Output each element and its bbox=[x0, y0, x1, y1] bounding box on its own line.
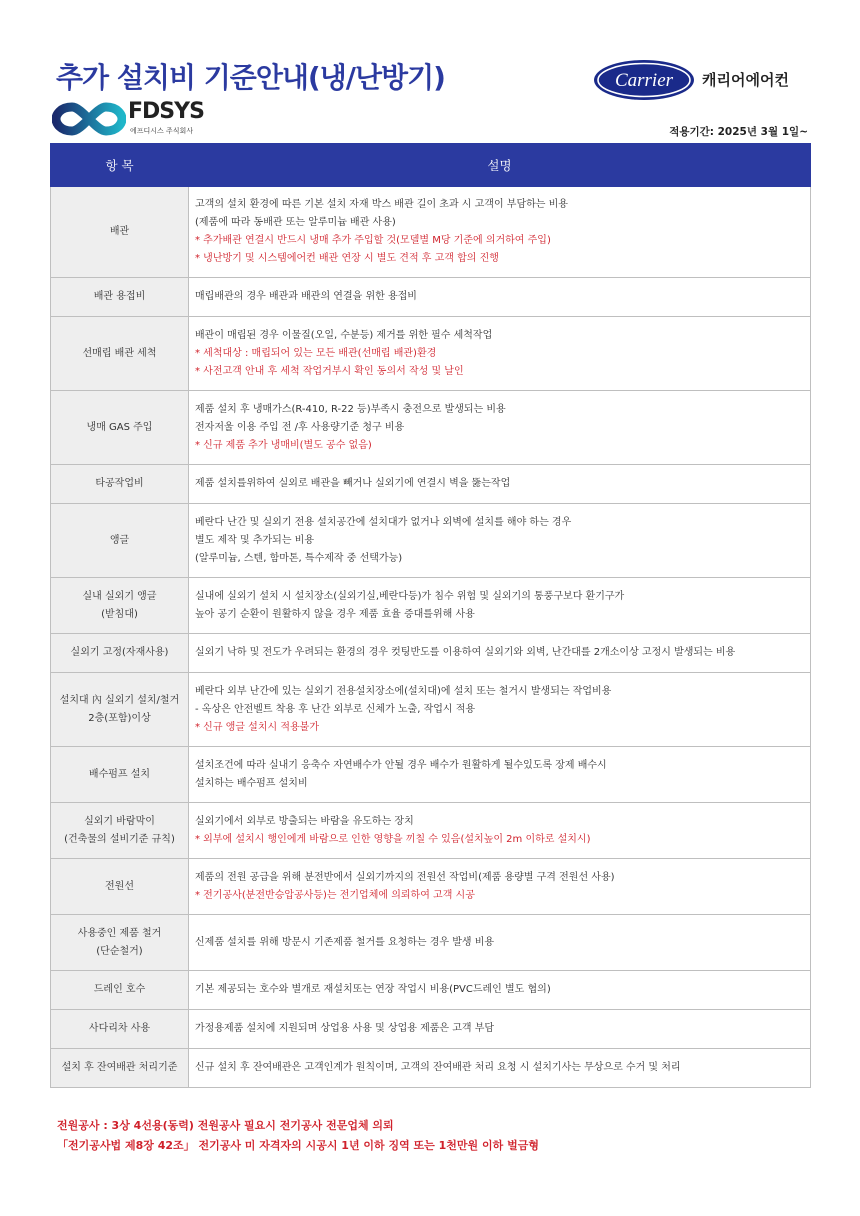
row-desc-cell bbox=[189, 278, 811, 317]
row-desc-cell bbox=[189, 391, 811, 465]
row-desc-cell bbox=[189, 1049, 811, 1088]
item-label: (단순철거) bbox=[96, 945, 143, 957]
item-label: 2층(포함)이상 bbox=[88, 712, 151, 724]
item-label: 전원선 bbox=[105, 880, 134, 892]
table-row bbox=[51, 465, 811, 504]
row-desc-cell bbox=[189, 578, 811, 634]
row-item-cell bbox=[51, 971, 189, 1010]
table-row bbox=[51, 859, 811, 915]
desc-line: 기본 제공되는 호수와 별개로 재설치또는 연장 작업시 비용(PVC드레인 별도 협의) bbox=[195, 984, 551, 995]
row-desc-cell bbox=[189, 971, 811, 1010]
desc-warning-line: * 신규 제품 추가 냉매비(별도 공수 없음) bbox=[195, 439, 372, 451]
item-label: 설치대 內 실외기 설치/철거 bbox=[59, 694, 180, 706]
table-body bbox=[51, 187, 811, 1088]
row-item-cell bbox=[51, 317, 189, 391]
row-desc-cell bbox=[189, 673, 811, 747]
desc-line: 제품의 전원 공급을 위해 분전반에서 실외기까지의 전원선 작업비(제품 용량별 구격 전원선 사용) bbox=[195, 871, 615, 883]
desc-line: 베란다 외부 난간에 있는 실외기 전용설치장소에(설치대)에 설치 또는 철거시 발생되는 작업비용 bbox=[195, 685, 612, 697]
row-desc-cell bbox=[189, 747, 811, 803]
row-item-cell bbox=[51, 578, 189, 634]
table-row bbox=[51, 1049, 811, 1088]
table-row bbox=[51, 1010, 811, 1049]
item-label: 실내 실외기 앵글 bbox=[82, 590, 157, 602]
row-item-cell bbox=[51, 634, 189, 673]
row-desc-cell bbox=[189, 187, 811, 278]
row-desc-cell bbox=[189, 465, 811, 504]
table-row bbox=[51, 634, 811, 673]
desc-line: 고객의 설치 환경에 따른 기본 설치 자재 박스 배관 길이 초과 시 고객이 부담하는 비용 bbox=[195, 199, 568, 210]
desc-line: 높아 공기 순환이 원활하지 않을 경우 제품 효율 증대를위해 사용 bbox=[195, 608, 475, 620]
desc-warning-line: * 추가배관 연결시 반드시 냉매 추가 주입할 것(모델별 M당 기준에 의거하여 주입) bbox=[195, 235, 551, 246]
infinity-logo-icon bbox=[52, 99, 126, 139]
row-item-cell bbox=[51, 747, 189, 803]
item-label: 드레인 호수 bbox=[93, 984, 146, 995]
row-desc-cell bbox=[189, 859, 811, 915]
desc-warning-line: * 사전고객 안내 후 세척 작업거부시 확인 동의서 작성 및 날인 bbox=[195, 365, 464, 377]
desc-line: 베란다 난간 및 실외기 전용 설치공간에 설치대가 없거나 외벽에 설치를 해야 하는 경우 bbox=[195, 516, 572, 528]
desc-warning-line: * 신규 앵글 설치시 적용불가 bbox=[195, 721, 319, 733]
item-label: 배관 bbox=[109, 226, 130, 237]
row-item-cell bbox=[51, 391, 189, 465]
table-row bbox=[51, 317, 811, 391]
desc-line: (제품에 따라 동배관 또는 알루미늄 배관 사용) bbox=[195, 217, 396, 228]
row-desc-cell bbox=[189, 634, 811, 673]
item-label: 사용중인 제품 철거 bbox=[77, 927, 162, 939]
table-row bbox=[51, 747, 811, 803]
desc-line: 실외기 낙하 및 전도가 우려되는 환경의 경우 컷팅반도를 이용하여 실외기와 외벽, 난간대를 2개소이상 고정시 발생되는 비용 bbox=[195, 647, 736, 658]
item-label: 타공작업비 bbox=[95, 478, 144, 489]
period-label: 적용기간: 2025년 3월 1일~ bbox=[669, 126, 808, 138]
item-label: 설치 후 잔여배관 처리기준 bbox=[61, 1062, 178, 1073]
item-label: 배수펌프 설치 bbox=[88, 768, 151, 780]
desc-warning-line: * 세척대상 : 매립되어 있는 모든 배관(선매립 배관)환경 bbox=[195, 347, 437, 359]
desc-warning-line: * 전기공사(분전반승압공사등)는 전기업체에 의뢰하여 고객 시공 bbox=[195, 889, 475, 901]
table-row bbox=[51, 915, 811, 971]
footer-line-2: 「전기공사법 제8장 42조」 전기공사 미 자격자의 시공시 1년 이하 징역 또는 1천만원 이하 벌금형 bbox=[57, 1139, 539, 1152]
table-row bbox=[51, 278, 811, 317]
desc-line: 제품 설치 후 냉매가스(R-410, R-22 등)부족시 충전으로 발생되는 비용 bbox=[195, 403, 506, 415]
item-label: 사다리차 사용 bbox=[88, 1023, 151, 1034]
desc-line: 배관이 매립된 경우 이물질(오일, 수분등) 제거를 위한 필수 세척작업 bbox=[195, 329, 493, 341]
row-item-cell bbox=[51, 673, 189, 747]
fdsys-logo-text: FDSYS bbox=[128, 99, 204, 124]
row-item-cell bbox=[51, 504, 189, 578]
row-item-cell bbox=[51, 1010, 189, 1049]
desc-line: 매립배관의 경우 배관과 배관의 연결을 위한 용접비 bbox=[195, 291, 417, 302]
row-item-cell bbox=[51, 465, 189, 504]
row-item-cell bbox=[51, 915, 189, 971]
row-desc-cell bbox=[189, 803, 811, 859]
row-item-cell bbox=[51, 1049, 189, 1088]
footer-line-1: 전원공사 : 3상 4선용(동력) 전원공사 필요시 전기공사 전문업체 의뢰 bbox=[57, 1119, 394, 1132]
row-item-cell bbox=[51, 859, 189, 915]
header-item: 항 목 bbox=[51, 144, 189, 187]
header-desc: 설명 bbox=[189, 144, 811, 187]
row-desc-cell bbox=[189, 317, 811, 391]
desc-line: 신규 설치 후 잔여배관은 고객인계가 원칙이며, 고객의 잔여배관 처리 요청 시 설치기사는 무상으로 수거 및 처리 bbox=[195, 1062, 681, 1073]
table-header-row bbox=[51, 144, 811, 187]
desc-line: 실외기에서 외부로 방출되는 바람을 유도하는 장치 bbox=[195, 815, 414, 827]
desc-line: 설치하는 배수펌프 설치비 bbox=[195, 777, 308, 789]
row-item-cell bbox=[51, 187, 189, 278]
fdsys-logo bbox=[52, 99, 232, 139]
desc-warning-line: * 냉난방기 및 시스템에어컨 배관 연장 시 별도 견적 후 고객 합의 진행 bbox=[195, 253, 499, 264]
table-row bbox=[51, 187, 811, 278]
carrier-logo-text: Carrier bbox=[614, 70, 674, 91]
row-item-cell bbox=[51, 803, 189, 859]
desc-line: 가정용제품 설치에 지원되며 상업용 사용 및 상업용 제품은 고객 부담 bbox=[195, 1023, 495, 1034]
desc-line: 신제품 설치를 위해 방문시 기존제품 철거를 요청하는 경우 발생 비용 bbox=[195, 936, 495, 948]
row-desc-cell bbox=[189, 1010, 811, 1049]
desc-line: - 옥상은 안전벨트 착용 후 난간 외부로 신체가 노출, 작업시 적용 bbox=[195, 703, 476, 715]
table-row bbox=[51, 578, 811, 634]
fdsys-subtext: 에프디시스 주식회사 bbox=[130, 127, 194, 135]
table-row bbox=[51, 971, 811, 1010]
row-item-cell bbox=[51, 278, 189, 317]
footer-notice bbox=[57, 1116, 539, 1156]
table-row bbox=[51, 673, 811, 747]
item-label: 선매립 배관 세척 bbox=[82, 347, 157, 359]
page-title: 추가 설치비 기준안내(냉/난방기) bbox=[56, 61, 445, 94]
desc-line: 별도 제작 및 추가되는 비용 bbox=[195, 534, 314, 546]
carrier-logo bbox=[592, 58, 696, 102]
item-label: 배관 용접비 bbox=[93, 291, 146, 302]
table-row bbox=[51, 391, 811, 465]
desc-line: 전자저울 이용 주입 전 /후 사용량기준 청구 비용 bbox=[195, 421, 405, 433]
item-label: 실외기 고정(자재사용) bbox=[70, 647, 169, 658]
row-desc-cell bbox=[189, 504, 811, 578]
desc-line: 실내에 실외기 설치 시 설치장소(실외기실,베란다등)가 침수 위험 및 실외기의 통풍구보다 환기구가 bbox=[195, 590, 625, 602]
item-label: 냉매 GAS 주입 bbox=[86, 421, 153, 433]
desc-warning-line: * 외부에 설치시 행인에게 바람으로 인한 영향을 끼칠 수 있음(설치높이 2m 이하로 설치시) bbox=[195, 833, 591, 845]
fee-table bbox=[50, 143, 811, 1088]
row-desc-cell bbox=[189, 915, 811, 971]
item-label: 앵글 bbox=[109, 534, 130, 546]
table-row bbox=[51, 504, 811, 578]
desc-line: 설치조건에 따라 실내기 응축수 자연배수가 안될 경우 배수가 원활하게 될수있도록 장제 배수시 bbox=[195, 759, 607, 771]
desc-line: 제품 설치를위하여 실외로 배관을 빼거나 실외기에 연결시 벽을 뚫는작업 bbox=[195, 478, 511, 489]
item-label: (건축물의 설비기준 규칙) bbox=[64, 833, 175, 845]
desc-line: (알루미늄, 스텐, 함마톤, 특수제작 중 선택가능) bbox=[195, 552, 403, 564]
item-label: 실외기 바람막이 bbox=[84, 815, 155, 827]
table-row bbox=[51, 803, 811, 859]
item-label: (받침대) bbox=[101, 608, 138, 620]
carrier-korean-name: 캐리어에어컨 bbox=[702, 71, 789, 89]
